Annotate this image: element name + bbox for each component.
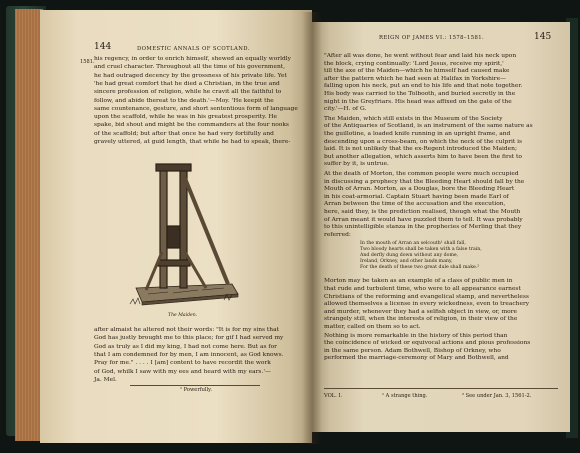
signature-mark: VOL. I. [324,393,343,399]
text-line: His body was carried to the Tolbooth, and buried secretly in the [324,91,516,97]
text-line: allowed themselves a license in every wickedness, even to treachery [324,301,530,308]
text-line: same countenance, gesture, and short sententious form of language [94,105,298,112]
right-page-header: REIGN OF JAMES VI.: 1578–1581. [379,35,485,41]
text-line: falling upon his neck, put an end to his life and that note together. [324,83,523,90]
left-footnote: ¹ Powerfully. [180,387,213,393]
text-line: At the death of Morton, the common people were much occupied [324,171,519,177]
illustration-caption: The Maiden. [168,313,198,318]
right-footnote-2: ² See under Jan. 3, 1561-2. [462,393,532,399]
text-line: of the scaffold; but after that once he had very fortifully and [94,130,274,137]
text-line: Nothing is more remarkable in the history of this period than [324,332,508,339]
right-footnote-1: ¹ A strange thing. [382,393,428,399]
right-footnote-rule [324,388,558,389]
text-line: his regency, in order to enrich himself, shewed an equally worldly [94,56,291,62]
text-line: and murder, whenever they had a selfish object in view, or, more [324,308,518,315]
text-line: of Arran meant it would have puzzled them to tell. It was probably [324,216,523,223]
text-line: Ja. Mel. [94,376,117,383]
text-line: 'he had great comfort that he died a Christian, in the true and [94,80,280,87]
text-line: descending upon a cross-beam, on which the neck of the culprit is [324,138,523,145]
text-line: night in the Greyfriars. His head was affixed on the gate of the [324,98,512,105]
verse-line: In the mouth of Arran an selcouth¹ shall fall, [360,241,466,247]
text-line: that rude and turbulent time, who were to all appearance earnest [324,286,521,292]
verse-line: For the death of these two great dule shall make.² [360,264,480,270]
text-line: gravely uttered, at guid length, that while he had to speak, there- [94,139,291,145]
verse-line: Two bloody hearts shall be taken with a false train, [360,247,482,253]
text-line: the guillotine, a loaded knife running in an upright frame, and [324,131,511,137]
right-page [312,22,570,432]
book-gutter [302,12,322,444]
text-line: suffer by it, is untrue. [324,161,389,168]
text-line: in his coat-armorial. Captain Stuart having been made Earl of [324,193,509,200]
text-line: strangely still, when the interests of religion, in their view of the [324,316,518,323]
text-line: the block, crying continually: 'Lord Jesus, receive my spirit,' [324,60,504,67]
text-line: sincere profession of religion, while he cravit all the faithful to [94,89,282,96]
text-line: Pray for me." . . . . I [am] content to have recordit the work [94,360,271,367]
text-line: referred: [324,231,351,238]
text-line: after almaist he altered not their words: "It is for my sins that [94,327,279,333]
text-line: performed the marriage-ceremony of Mary and Bothwell, and [324,355,509,362]
text-line: here, said they, is the prediction realised, though what the Mouth [324,209,521,215]
verse-line: And derfly dung down without any dome, [360,253,459,258]
text-line: God as truly as I did my king, I had not come here. But as for [94,343,277,350]
left-page-number: 144 [94,42,112,52]
text-line: Morton may be taken as an example of a class of public men in [324,278,513,285]
text-line: laid. It is not unlikely that the ex-Regent introduced the Maiden; [324,146,517,153]
left-page [40,10,312,443]
verse-line: Ireland, Orkney, and other lands many, [360,258,453,264]
text-line: Christians of the reforming and evangelical stamp, and nevertheless [324,293,529,300]
text-line: and cruel character. Throughout all the time of his government, [94,64,286,71]
text-line: matter, called on them so to act. [324,324,421,330]
text-line: spake, bid shout and might be the commanders at the four nooks [94,122,289,129]
text-line: in the same person. Adam Bothwell, Bishop of Orkney, who [324,347,501,354]
text-line: Mouth of Arran. Morton, as a Douglas, bore the Bleeding Heart [324,186,515,193]
text-line: The Maiden, which still exists in the Museum of the Society [324,115,503,122]
text-line: in discussing a prophecy that the Bleeding Heart should fall by the [324,178,525,185]
text-line: after the pattern which he had seen at Halifax in Yorkshire— [324,75,506,82]
text-line: but another allegation, which asserts him to have been the first to [324,153,522,160]
text-line: God has justly brought me to this place; for gif I had served my [94,335,284,342]
text-line: of the Antiquaries of Scotland, is an instrument of the same nature as [324,123,533,130]
text-line: Arran between the time of the accusation and the execution, [324,201,506,208]
text-line: to this unintelligible stanza in the prophecies of Merling that they [324,224,522,231]
text-line: that I am condemned for by men, I am innocent, as God knows. [94,351,284,358]
right-page-number: 145 [534,32,552,42]
text-line: "After all was done, he went without fear and laid his neck upon [324,53,517,59]
text-line: till the axe of the Maiden—which he himself had caused make [324,68,510,75]
text-line: follow, and abide thereat to the death.'—Moy. 'He keepit the [94,97,274,104]
page-edges [15,9,43,441]
text-line: upon the scaffold, while he was in his greatest prosperity. He [94,114,278,121]
year-margin: 1581. [80,59,95,65]
maiden-illustration [128,156,240,308]
text-line: the coincidence of wicked or equivocal actions and pious professions [324,340,531,347]
left-page-header: DOMESTIC ANNALS OF SCOTLAND. [137,46,250,52]
text-line: city.'—H. of G. [324,106,367,113]
text-line: of God, whilk I saw with my ees and heard with my ears.'— [94,368,271,375]
text-line: he had outraged decency by the grossness of his private life. Yet [94,72,287,79]
